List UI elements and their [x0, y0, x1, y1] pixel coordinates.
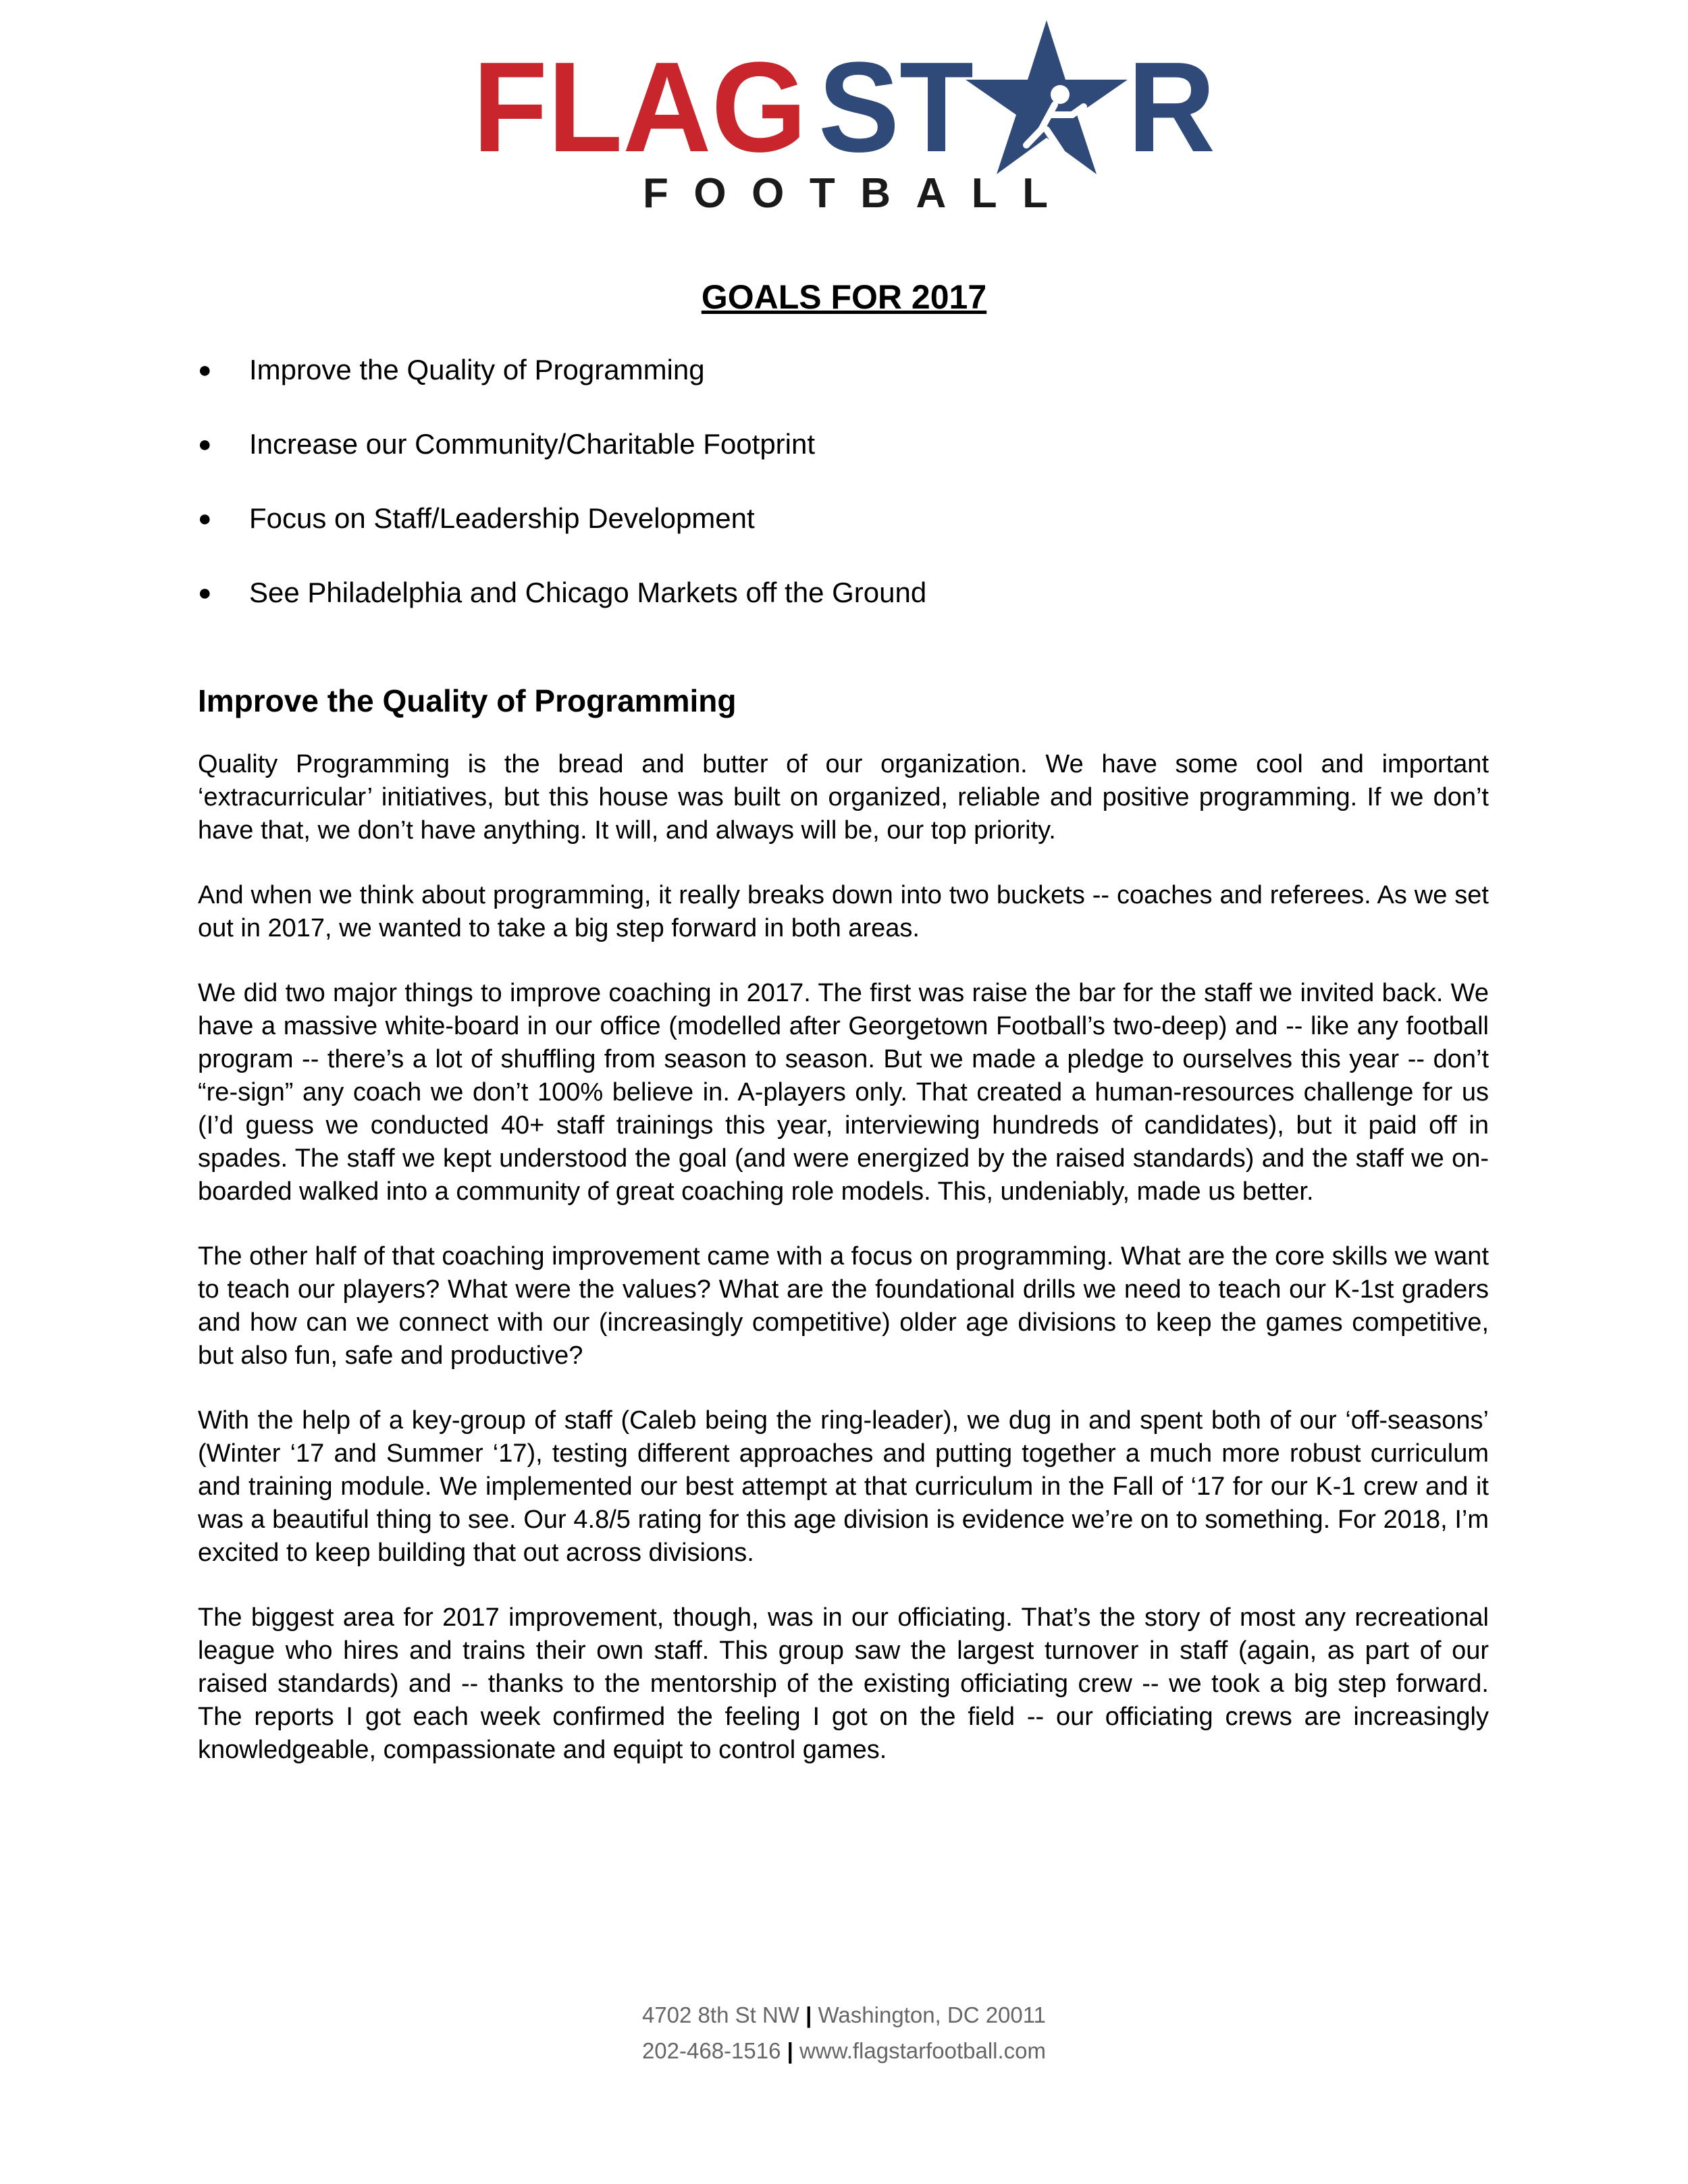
- logo-subtitle: FOOTBALL: [643, 170, 1048, 209]
- goal-item: [198, 572, 1481, 613]
- footer: [0, 1997, 1688, 2069]
- section-heading: Improve the Quality of Programming: [198, 683, 737, 718]
- page-title: GOALS FOR 2017: [701, 278, 987, 316]
- goal-item: [198, 350, 1481, 390]
- bullet-icon: ●: [198, 579, 212, 606]
- paragraph: The other half of that coaching improvement came with a focus on programming. What are the core skills we want to teach our players? What were the values? What are the foundational drills we need to teach our K-1st graders and how can we connect with our (increasingly competitive) older age divisions to keep the games competitive, but also fun, safe and productive?: [198, 1242, 1489, 1370]
- footer-contact-line: [0, 2033, 1688, 2069]
- paragraph: Quality Programming is the bread and butter of our organization. We have some cool and important ‘extracurricular’ initiatives, but this house was built on organized, reliable and positive programming. If we don’t have that, we don’t have anything. It will, and always will be, our top priority.: [198, 750, 1489, 845]
- paragraph: We did two major things to improve coaching in 2017. The first was raise the bar for the staff we invited back. We have a massive white-board in our office (modelled after Georgetown Football’s two-deep) and -- like any football program -- there’s a lot of shuffling from season to season. But we made a pledge to ourselves this year -- don’t “re-sign” any coach we don’t 100% believe in. A-players only. That created a human-resources challenge for us (I’d guess we conducted 40+ staff trainings this year, interviewing hundreds of candidates), but it paid off in spades. The staff we kept understood the goal (and were energized by the raised standards) and the staff we on-boarded walked into a community of great coaching role models. This, undeniably, made us better.: [198, 979, 1489, 1206]
- footer-phone: 202-468-1516: [641, 2038, 781, 2063]
- footer-address: 4702 8th St NW: [641, 2002, 799, 2027]
- logo-word-flag: FLAG: [473, 36, 807, 179]
- logo-star-icon: [966, 20, 1128, 174]
- bullet-icon: ●: [198, 505, 212, 531]
- goal-text: Focus on Staff/Leadership Development: [249, 502, 755, 534]
- goals-list: [198, 350, 1481, 647]
- section-body: [198, 748, 1489, 1799]
- goal-text: Improve the Quality of Programming: [249, 354, 705, 385]
- goal-item: [198, 424, 1481, 464]
- footer-website-link[interactable]: www.flagstarfootball.com: [799, 2038, 1047, 2063]
- bullet-icon: ●: [198, 356, 212, 383]
- logo-player-icon: [1051, 85, 1070, 104]
- footer-separator: |: [787, 2038, 793, 2063]
- paragraph: And when we think about programming, it really breaks down into two buckets -- coaches and referees. As we set out in 2017, we wanted to take a big step forward in both areas.: [198, 881, 1489, 942]
- footer-city: Washington, DC 20011: [818, 2002, 1047, 2027]
- flagstar-logo: [473, 14, 1222, 209]
- footer-address-line: [0, 1997, 1688, 2033]
- paragraph: With the help of a key-group of staff (Caleb being the ring-leader), we dug in and spent both of our ‘off-seasons’ (Winter ‘17 and Summer ‘17), testing different approaches and putting together a much more robust curriculum and training module. We implemented our best attempt at that curriculum in the Fall of ‘17 for our K-1 crew and it was a beautiful thing to see. Our 4.8/5 rating for this age division is evidence we’re on to something. For 2018, I’m excited to keep building that out across divisions.: [198, 1406, 1489, 1567]
- goal-item: [198, 498, 1481, 539]
- logo-word-r: R: [1128, 36, 1215, 179]
- bullet-icon: ●: [198, 431, 212, 457]
- paragraph: The biggest area for 2017 improvement, though, was in our officiating. That’s the story of most any recreational league who hires and trains their own staff. This group saw the largest turnover in staff (again, as part of our raised standards) and -- thanks to the mentorship of the existing officiating crew -- we took a big step forward. The reports I got each week confirmed the feeling I got on the field -- our officiating crews are increasingly knowledgeable, compassionate and equipt to control games.: [198, 1603, 1489, 1764]
- goal-text: Increase our Community/Charitable Footprint: [249, 428, 816, 460]
- footer-separator: |: [806, 2002, 812, 2027]
- logo-word-st: ST: [818, 36, 974, 179]
- goal-text: See Philadelphia and Chicago Markets off the Ground: [249, 577, 927, 608]
